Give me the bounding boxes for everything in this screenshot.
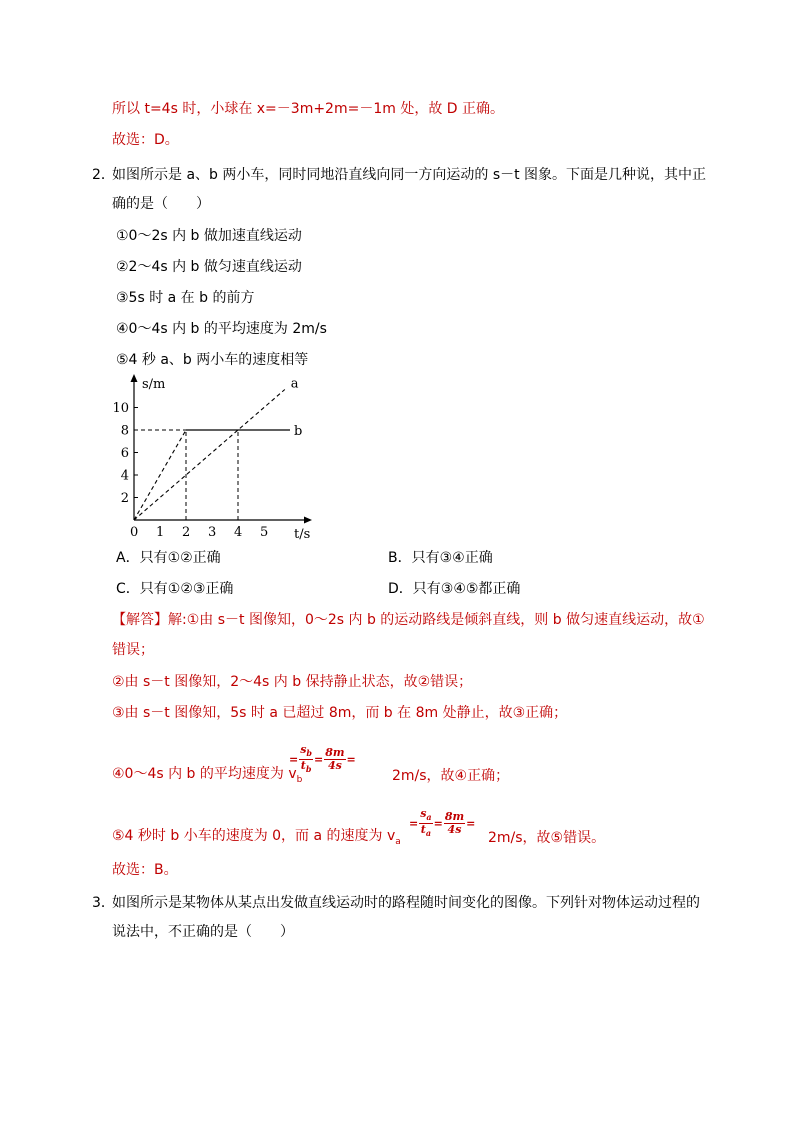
solution-step3: ③由 s－t 图像知，5s 时 a 已超过 8m，而 b 在 8m 处静止，故③正确；: [112, 705, 568, 721]
x-tick-label-0: 0: [130, 525, 139, 540]
solution-step5-post: 2m/s，故⑤错误。: [488, 830, 606, 846]
solution-step5-pre: ⑤4 秒时 b 小车的速度为 0，而 a 的速度为 v: [112, 828, 396, 844]
solution-step4-post: 2m/s，故④正确；: [392, 768, 510, 784]
solution-step2: ②由 s－t 图像知，2～4s 内 b 保持静止状态，故②错误；: [112, 674, 473, 690]
option-d[interactable]: D．只有③④⑤都正确: [388, 581, 521, 597]
statement-3: ③5s 时 a 在 b 的前方: [116, 290, 255, 306]
statement-4: ④0～4s 内 b 的平均速度为 2m/s: [116, 321, 327, 337]
series-b-rising: [134, 430, 186, 520]
solution-tag: 【解答】: [112, 612, 168, 628]
question-2-stem-line1: 如图所示是 a、b 两小车，同时同地沿直线向同一方向运动的 s－t 图象。下面是几种说，其中正: [112, 167, 707, 183]
solution-choice: 故选：B。: [112, 862, 178, 878]
solution-step5-formula: = $\frac{s_a}{t_a}$ = $\frac{8m}{4s}$ =: [409, 807, 476, 839]
x-tick-label-5: 5: [260, 525, 269, 540]
solution-step1-line1: ①由 s－t 图像知，0～2s 内 b 的运动路线是倾斜直线，则 b 做匀速直线运动，故①: [186, 612, 705, 628]
question-2-stem-line2: 确的是（ ）: [112, 196, 210, 212]
solution-step4-pre: ④0～4s 内 b 的平均速度为 v: [112, 766, 297, 782]
y-tick-label-6: 6: [120, 446, 129, 461]
y-tick-label-8: 8: [120, 423, 129, 439]
x-tick-label-2: 2: [182, 525, 191, 540]
solution-step1-line2: 错误；: [112, 642, 154, 658]
statement-2: ②2～4s 内 b 做匀速直线运动: [116, 259, 302, 275]
prev-answer-line: 所以 t=4s 时，小球在 x=－3m+2m=－1m 处，故 D 正确。: [112, 101, 505, 117]
x-axis-label: t/s: [294, 527, 311, 542]
option-c[interactable]: C．只有①②③正确: [116, 581, 234, 597]
y-axis-arrow: [131, 374, 138, 382]
solution-step4-formula: = $\frac{s_b}{t_b}$ = $\frac{8m}{4s}$ =: [289, 743, 356, 775]
series-b-label: b: [294, 424, 303, 439]
x-tick-label-3: 3: [208, 525, 217, 540]
series-a-line: [134, 390, 285, 521]
statement-5: ⑤4 秒 a、b 两小车的速度相等: [116, 352, 309, 368]
x-tick-label-4: 4: [234, 525, 243, 540]
solution-intro: 解:: [168, 612, 187, 628]
x-axis-arrow: [304, 517, 312, 524]
option-a[interactable]: A．只有①②正确: [116, 550, 221, 566]
y-tick-label-10: 10: [112, 401, 129, 416]
question-2-number: 2．: [92, 167, 115, 183]
solution-step4-sub: b: [296, 774, 303, 785]
question-3-stem-line2: 说法中，不正确的是（ ）: [112, 924, 294, 940]
statement-1: ①0～2s 内 b 做加速直线运动: [116, 228, 302, 244]
option-b[interactable]: B．只有③④正确: [388, 550, 493, 566]
x-tick-label-1: 1: [156, 525, 165, 540]
solution-step4-text: [112, 764, 302, 790]
question-3-number: 3．: [92, 895, 115, 911]
y-tick-label-2: 2: [120, 491, 129, 506]
y-tick-label-4: 4: [120, 468, 129, 484]
solution-step5-sub: a: [395, 836, 401, 847]
question-3-stem-line1: 如图所示是某物体从某点出发做直线运动时的路程随时间变化的图像。下列针对物体运动过程的: [112, 895, 700, 911]
solution-line1: [112, 610, 705, 630]
series-a-label: a: [290, 376, 299, 392]
y-axis-label: s/m: [142, 377, 166, 392]
prev-answer-choice: 故选：D。: [112, 132, 179, 148]
solution-step5-text: [112, 826, 401, 852]
st-chart: [112, 372, 332, 542]
